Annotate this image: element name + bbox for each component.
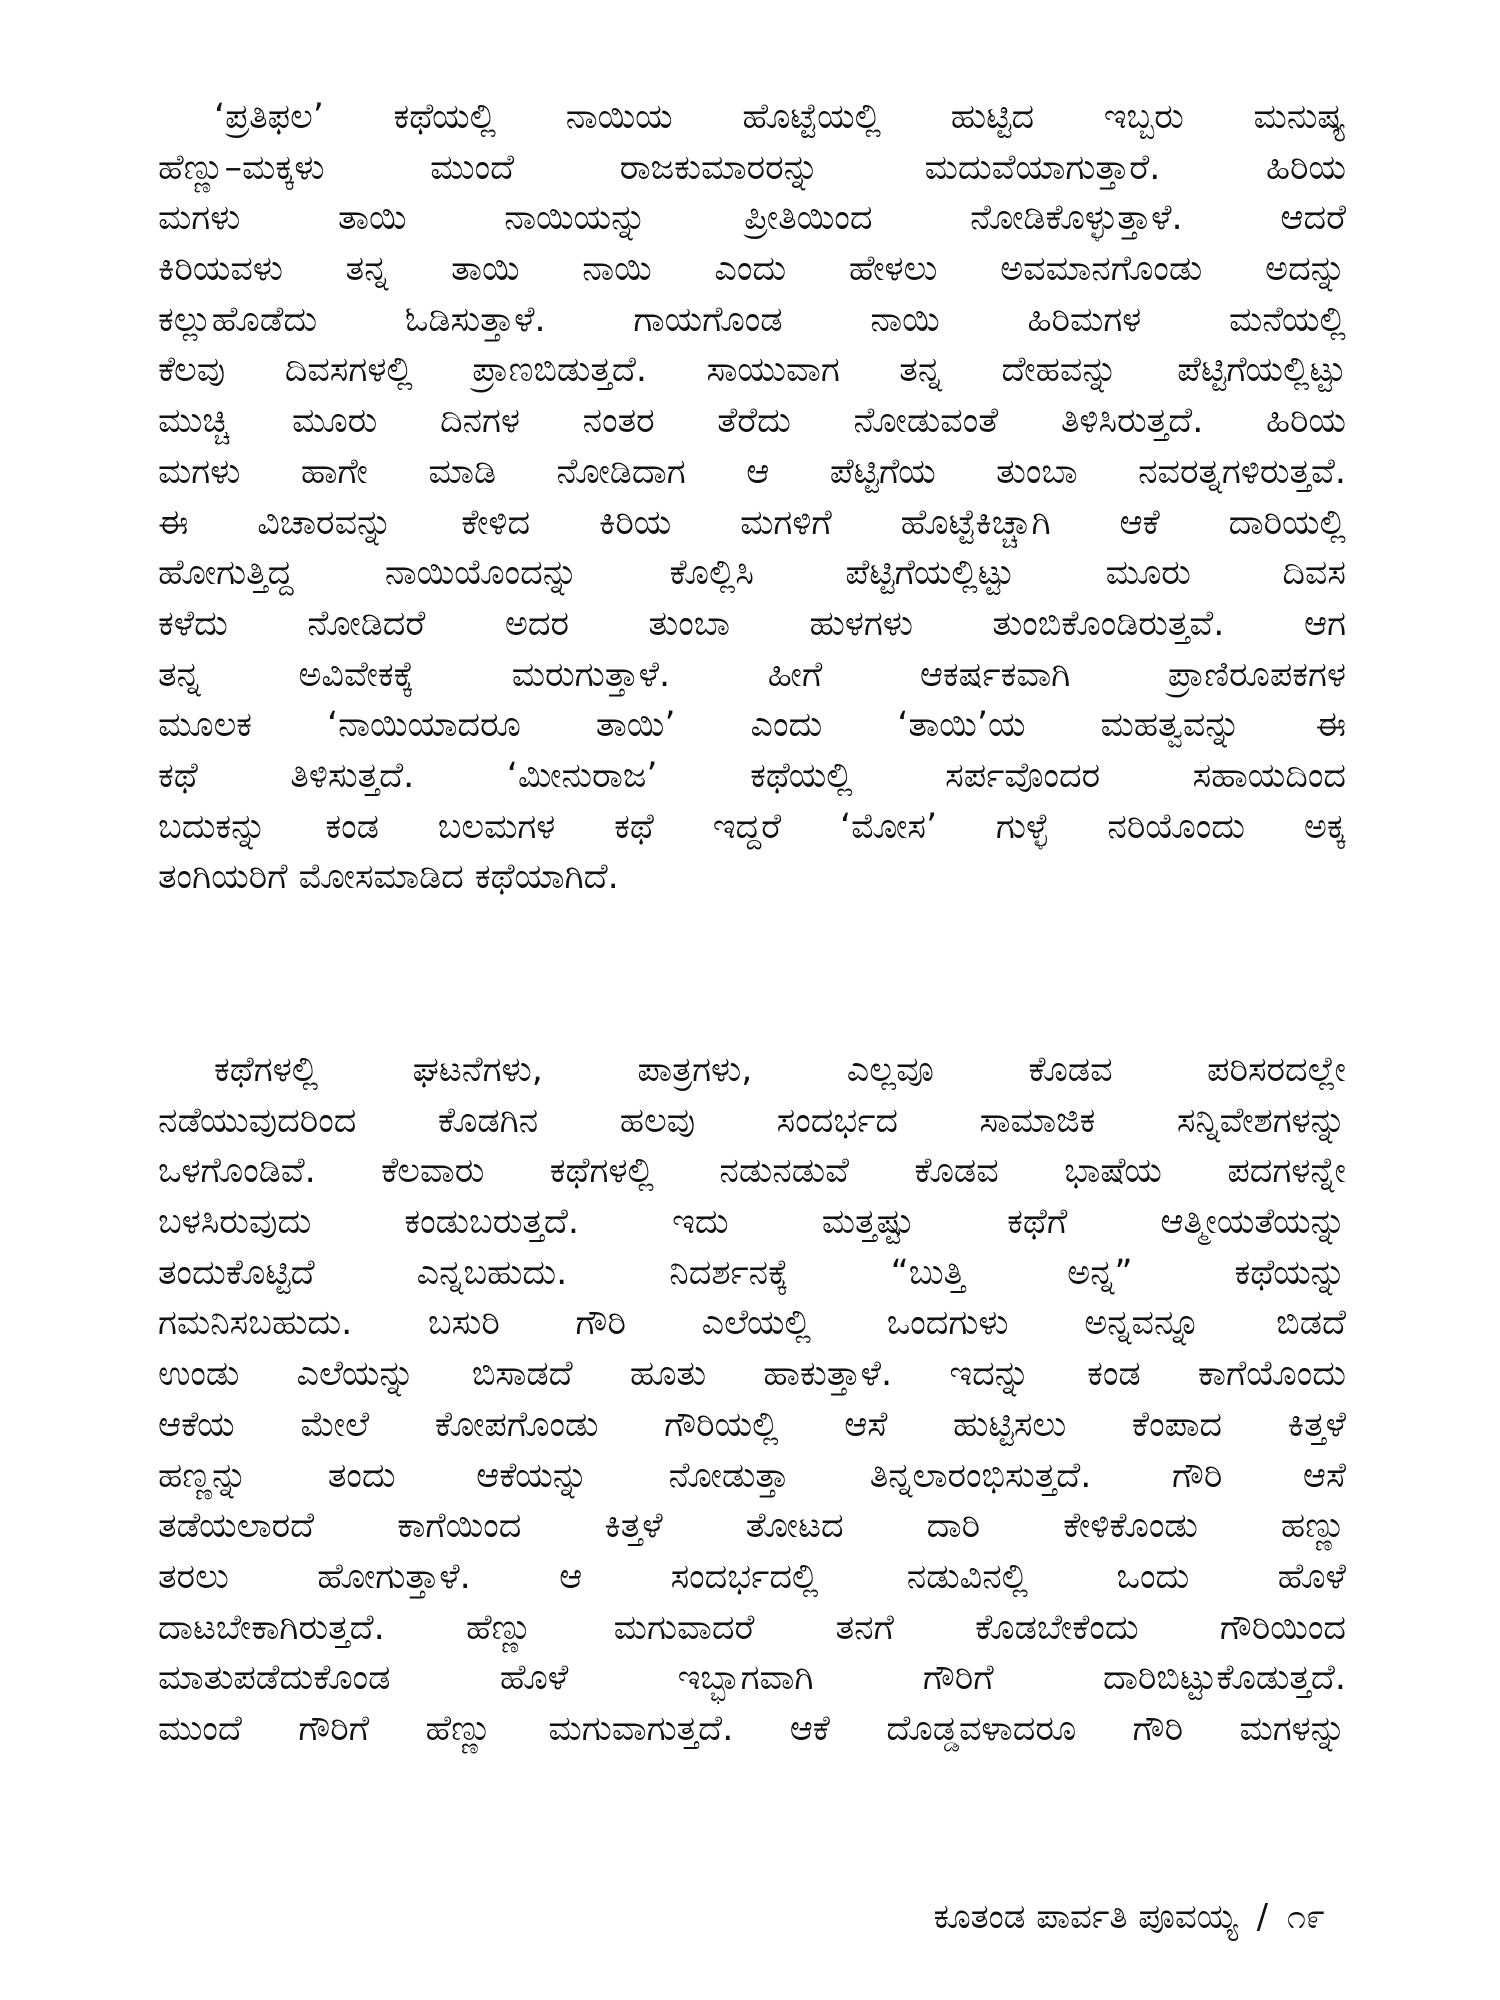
text-line: ಮುಂದೆ ಗೌರಿಗೆ ಹೆಣ್ಣು ಮಗುವಾಗುತ್ತದೆ. ಆಕೆ ದೊಡ್ಡವಳಾದರೂ ಗೌರಿ ಮಗಳನ್ನು (158, 1708, 1346, 1749)
text-line: ತರಲು ಹೋಗುತ್ತಾಳೆ. ಆ ಸಂದರ್ಭದಲ್ಲಿ ನಡುವಿನಲ್ಲಿ ಒಂದು ಹೊಳೆ (158, 1556, 1346, 1597)
text-line: ಕಥೆಗಳಲ್ಲಿ ಘಟನೆಗಳು, ಪಾತ್ರಗಳು, ಎಲ್ಲವೂ ಕೊಡವ ಪರಿಸರದಲ್ಲೇ (214, 1050, 1346, 1090)
text-line: ಕಳೆದು ನೋಡಿದರೆ ಅದರ ತುಂಬಾ ಹುಳಗಳು ತುಂಬಿಕೊಂಡಿರುತ್ತವೆ. ಆಗ (158, 603, 1346, 644)
text-line: ಈ ವಿಚಾರವನ್ನು ಕೇಳಿದ ಕಿರಿಯ ಮಗಳಿಗೆ ಹೊಟ್ಟೆಕಿಚ್ಚಾಗಿ ಆಕೆ ದಾರಿಯಲ್ಲಿ (158, 502, 1346, 543)
paragraph-1 (158, 92, 1346, 903)
paragraph-2 (158, 1045, 1346, 1755)
text-line: ಮೂಲಕ ‘ನಾಯಿಯಾದರೂ ತಾಯಿ’ ಎಂದು ‘ತಾಯಿ’ಯ ಮಹತ್ವವನ್ನು ಈ (158, 705, 1346, 746)
text-line: ಒಳಗೊಂಡಿವೆ. ಕೆಲವಾರು ಕಥೆಗಳಲ್ಲಿ ನಡುನಡುವೆ ಕೊಡವ ಭಾಷೆಯ ಪದಗಳನ್ನೇ (158, 1151, 1346, 1192)
text-line: ಹೆಣ್ಣು–ಮಕ್ಕಳು ಮುಂದೆ ರಾಜಕುಮಾರರನ್ನು ಮದುವೆಯಾಗುತ್ತಾರೆ. ಹಿರಿಯ (158, 147, 1346, 188)
text-line: ಹೋಗುತ್ತಿದ್ದ ನಾಯಿಯೊಂದನ್ನು ಕೊಲ್ಲಿಸಿ ಪೆಟ್ಟಿಗೆಯಲ್ಲಿಟ್ಟು ಮೂರು ದಿವಸ (158, 553, 1346, 594)
page-footer (934, 1895, 1325, 1939)
text-line: ಮಗಳು ತಾಯಿ ನಾಯಿಯನ್ನು ಪ್ರೀತಿಯಿಂದ ನೋಡಿಕೊಳ್ಳುತ್ತಾಳೆ. ಆದರೆ (158, 198, 1346, 239)
text-line: ಮುಚ್ಚಿ ಮೂರು ದಿನಗಳ ನಂತರ ತೆರೆದು ನೋಡುವಂತೆ ತಿಳಿಸಿರುತ್ತದೆ. ಹಿರಿಯ (158, 401, 1346, 442)
footer-separator: / (1256, 1897, 1269, 1937)
text-line: ಮಗಳು ಹಾಗೇ ಮಾಡಿ ನೋಡಿದಾಗ ಆ ಪೆಟ್ಟಿಗೆಯ ತುಂಬಾ ನವರತ್ನಗಳಿರುತ್ತವೆ. (158, 451, 1346, 492)
text-line: ಬಳಸಿರುವುದು ಕಂಡುಬರುತ್ತದೆ. ಇದು ಮತ್ತಷ್ಟು ಕಥೆಗೆ ಆತ್ಮೀಯತೆಯನ್ನು (158, 1202, 1346, 1243)
text-line: ಹಣ್ಣನ್ನು ತಂದು ಆಕೆಯನ್ನು ನೋಡುತ್ತಾ ತಿನ್ನಲಾರಂಭಿಸುತ್ತದೆ. ಗೌರಿ ಆಸೆ (158, 1455, 1346, 1496)
text-line: ದಾಟಬೇಕಾಗಿರುತ್ತದೆ. ಹೆಣ್ಣು ಮಗುವಾದರೆ ತನಗೆ ಕೊಡಬೇಕೆಂದು ಗೌರಿಯಿಂದ (158, 1607, 1346, 1648)
text-line: ತಂದುಕೊಟ್ಟಿದೆ ಎನ್ನಬಹುದು. ನಿದರ್ಶನಕ್ಕೆ “ಬುತ್ತಿ ಅನ್ನ” ಕಥೆಯನ್ನು (158, 1252, 1346, 1293)
text-line: ಬದುಕನ್ನು ಕಂಡ ಬಲಮಗಳ ಕಥೆ ಇದ್ದರೆ ‘ಮೋಸ’ ಗುಳ್ಳೆ ನರಿಯೊಂದು ಅಕ್ಕ (158, 806, 1346, 847)
footer-author: ಕೂತಂಡ ಪಾರ್ವತಿ ಪೂವಯ್ಯ (933, 1897, 1238, 1937)
text-line: ನಡೆಯುವುದರಿಂದ ಕೊಡಗಿನ ಹಲವು ಸಂದರ್ಭದ ಸಾಮಾಜಿಕ ಸನ್ನಿವೇಶಗಳನ್ನು (158, 1100, 1346, 1141)
text-line: ‘ಪ್ರತಿಫಲ’ ಕಥೆಯಲ್ಲಿ ನಾಯಿಯ ಹೊಟ್ಟೆಯಲ್ಲಿ ಹುಟ್ಟಿದ ಇಬ್ಬರು ಮನುಷ್ಯ (214, 97, 1346, 137)
text-line: ಗಮನಿಸಬಹುದು. ಬಸುರಿ ಗೌರಿ ಎಲೆಯಲ್ಲಿ ಒಂದಗುಳು ಅನ್ನವನ್ನೂ ಬಿಡದೆ (158, 1303, 1346, 1344)
text-line: ಆಕೆಯ ಮೇಲೆ ಕೋಪಗೊಂಡು ಗೌರಿಯಲ್ಲಿ ಆಸೆ ಹುಟ್ಟಿಸಲು ಕೆಂಪಾದ ಕಿತ್ತಳೆ (158, 1404, 1346, 1445)
text-line: ತನ್ನ ಅವಿವೇಕಕ್ಕೆ ಮರುಗುತ್ತಾಳೆ. ಹೀಗೆ ಆಕರ್ಷಕವಾಗಿ ಪ್ರಾಣಿರೂಪಕಗಳ (158, 654, 1346, 695)
text-line: ಕಲ್ಲುಹೊಡೆದು ಓಡಿಸುತ್ತಾಳೆ. ಗಾಯಗೊಂಡ ನಾಯಿ ಹಿರಿಮಗಳ ಮನೆಯಲ್ಲಿ (158, 299, 1346, 340)
text-line: ಕಥೆ ತಿಳಿಸುತ್ತದೆ. ‘ಮೀನುರಾಜ’ ಕಥೆಯಲ್ಲಿ ಸರ್ಪವೊಂದರ ಸಹಾಯದಿಂದ (158, 755, 1346, 796)
text-line: ಮಾತುಪಡೆದುಕೊಂಡ ಹೊಳೆ ಇಬ್ಭಾಗವಾಗಿ ಗೌರಿಗೆ ದಾರಿಬಿಟ್ಟುಕೊಡುತ್ತದೆ. (158, 1658, 1346, 1699)
page-number: ೧೯ (1286, 1897, 1325, 1937)
text-line: ಉಂಡು ಎಲೆಯನ್ನು ಬಿಸಾಡದೆ ಹೂತು ಹಾಕುತ್ತಾಳೆ. ಇದನ್ನು ಕಂಡ ಕಾಗೆಯೊಂದು (158, 1354, 1346, 1395)
text-line: ತಂಗಿಯರಿಗೆ ಮೋಸಮಾಡಿದ ಕಥೆಯಾಗಿದೆ. (158, 857, 619, 898)
text-line: ಕೆಲವು ದಿವಸಗಳಲ್ಲಿ ಪ್ರಾಣಬಿಡುತ್ತದೆ. ಸಾಯುವಾಗ ತನ್ನ ದೇಹವನ್ನು ಪೆಟ್ಟಿಗೆಯಲ್ಲಿಟ್ಟು (158, 350, 1346, 391)
text-line: ತಡೆಯಲಾರದೆ ಕಾಗೆಯಿಂದ ಕಿತ್ತಳೆ ತೋಟದ ದಾರಿ ಕೇಳಿಕೊಂಡು ಹಣ್ಣು (158, 1506, 1346, 1547)
text-line: ಕಿರಿಯವಳು ತನ್ನ ತಾಯಿ ನಾಯಿ ಎಂದು ಹೇಳಲು ಅವಮಾನಗೊಂಡು ಅದನ್ನು (158, 249, 1346, 290)
